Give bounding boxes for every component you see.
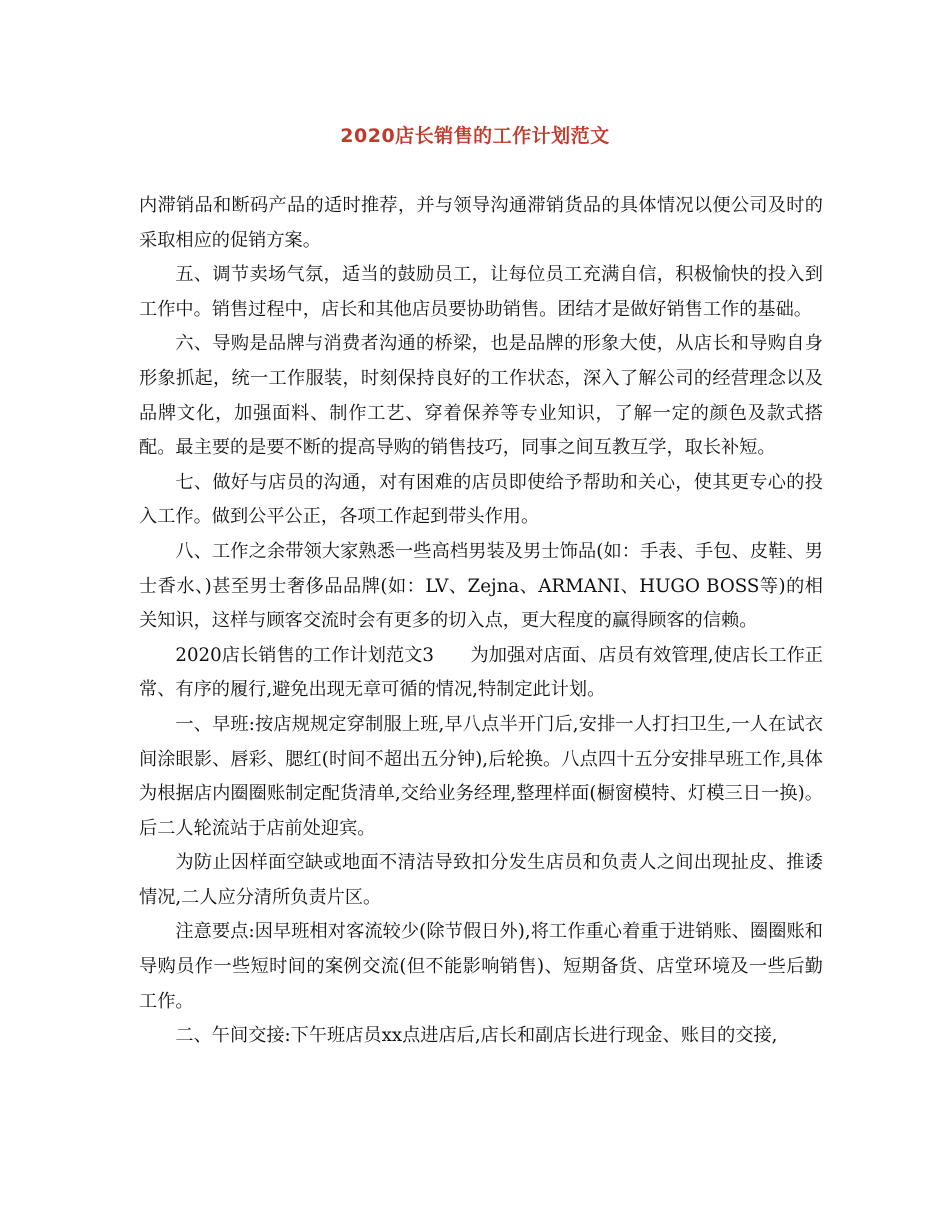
paragraph: 五、调节卖场气氛，适当的鼓励员工，让每位员工充满自信，积极愉快的投入到工作中。销售过程中，店长和其他店员要协助销售。团结才是做好销售工作的基础。: [139, 264, 823, 320]
paragraph: 八、工作之余带领大家熟悉一些高档男装及男士饰品(如：手表、手包、皮鞋、男士香水、)甚至男士奢侈品品牌(如：LV、Zejna、ARMANI、HUGO BOSS等)的相关知识，这样与顾客交流时会有更多的切入点，更大程度的赢得顾客的信赖。: [139, 540, 823, 632]
paragraph: 2020店长销售的工作计划范文3 为加强对店面、店员有效管理,使店长工作正常、有序的履行,避免出现无章可循的情况,特制定此计划。: [139, 644, 823, 701]
paragraph: 七、做好与店员的沟通，对有困难的店员即使给予帮助和关心，使其更专心的投入工作。做到公平公正，各项工作起到带头作用。: [139, 471, 823, 528]
paragraph: 二、午间交接:下午班店员xx点进店后,店长和副店长进行现金、账目的交接,: [175, 1025, 778, 1047]
paragraph: 一、早班:按店规规定穿制服上班,早八点半开门后,安排一人打扫卫生,一人在试衣间涂眼影、唇彩、腮红(时间不超出五分钟),后轮换。八点四十五分安排早班工作,具体为根据店内圈圈账制定配货清单,交给业务经理,整理样面(橱窗模特、灯模三日一换)。后二人轮流站于店前处迎宾。: [139, 713, 823, 839]
document-title: 2020店长销售的工作计划范文: [340, 125, 610, 147]
paragraph: 内滞销品和断码产品的适时推荐，并与领导沟通滞销货品的具体情况以便公司及时的采取相应的促销方案。: [139, 195, 823, 251]
paragraph: 注意要点:因早班相对客流较少(除节假日外),将工作重心着重于进销账、圈圈账和导购员作一些短时间的案例交流(但不能影响销售)、短期备货、店堂环境及一些后勤工作。: [139, 921, 823, 1012]
paragraph: 六、导购是品牌与消费者沟通的桥梁，也是品牌的形象大使，从店长和导购自身形象抓起，统一工作服装，时刻保持良好的工作状态，深入了解公司的经营理念以及品牌文化，加强面料、制作工艺、穿着保养等专业知识，了解一定的颜色及款式搭配。最主要的是要不断的提高导购的销售技巧，同事之间互教互学，取长补短。: [139, 333, 823, 459]
paragraph: 为防止因样面空缺或地面不清洁导致扣分发生店员和负责人之间出现扯皮、推诿情况,二人应分清所负责片区。: [139, 852, 823, 908]
document-body: [139, 189, 823, 1054]
